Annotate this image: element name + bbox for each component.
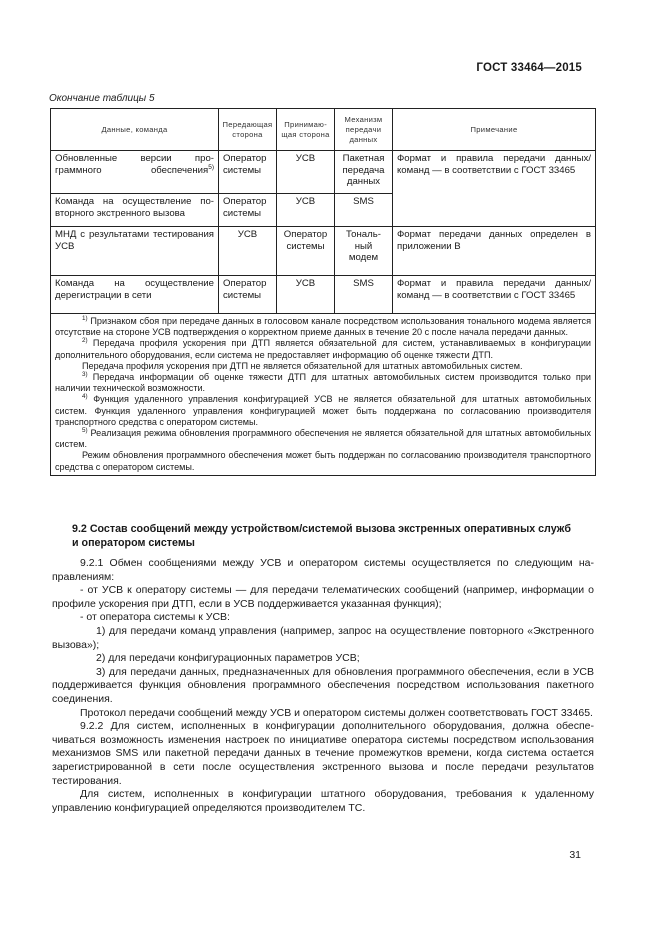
paragraph: 2) для передачи конфигурационных параметров УСВ; [96,652,360,665]
section-heading: 9.2 Состав сообщений между устройством/системой вызова экстренных оперативных служб и оператором системы [72,523,571,549]
paragraph: Протокол передачи сообщений между УСВ и оператором системы должен соответствовать ГОСТ 33465. [80,706,593,719]
footnote: $^{1)}$ Признаком сбоя при передаче данных в голосовом канале посредством использования тонального модема является отсутствие на стороне УСВ подтверждения о корректном приеме данных в течение 20 с после начала передачи данных. [55,314,591,338]
footnote: $^{3)}$ Передача информации об оценке тяжести ДТП для штатных автомобильных систем производится только при наличии технической возможности. [55,370,591,394]
paragraph: 3) для передачи данных, предназначенных для обновления программного обеспечения, если в УСВ поддерживается функция обновления программного обеспечения посредством использования пакетного соединения. [52,665,594,705]
table-caption: Окончание таблицы 5 [49,93,155,104]
cell-receiver: УСВ [277,276,335,314]
cell-receiver: Оператор системы [277,227,335,276]
cell-sender: Оператор системы [219,276,277,314]
cell-sender: Оператор системы [219,151,277,194]
paragraph: Для систем, исполненных в конфигурации штатного оборудования, требования к удаленному управлению конфигурацией определяются производителем ТС. [52,788,594,814]
cell-note-merged [393,151,596,227]
table-row [51,227,596,276]
footnote: $^{2)}$ Передача профиля ускорения при ДТП является обязательной для систем, устанавливаемых в конфигурации дополнительного оборудования, если система не предоставляет информацию об оценке тяжести ДТП. [55,337,591,360]
cell-data-command: Обновленные версии программного обеспечения$^{5)}$ [51,151,219,194]
note-text: Формат и правила передачи данных/команд — в соответствии с ГОСТ 33465 [397,153,591,176]
cell-receiver: УСВ [277,151,335,194]
section-body [52,557,594,815]
paragraph: - от оператора системы к УСВ: [80,611,230,624]
standard-code: ГОСТ 33464—2015 [476,62,582,74]
footnotes-row [51,314,596,476]
table-header-row [51,109,596,151]
paragraph: 9.2.2 Для систем, исполненных в конфигурации дополнительного оборудования, должна обеспечиваться возможность изменения настроек по инициативе оператора системы посредством использования механизмов SMS или пакетной передачи данных в течение промежутков времени, когда система остается зарегистрированной в сети после осуществления экстренного вызова и после передачи результатов тестирования. [52,720,594,787]
cell-sender: Оператор системы [219,194,277,227]
footnote: Режим обновления программного обеспечения может быть поддержан по согласованию производителя транспортного средства с оператором системы. [55,450,591,472]
table-footnotes [51,314,596,476]
footnote: $^{5)}$ Реализация режима обновления программного обеспечения не является обязательной для штатных автомобильных систем. [55,427,591,450]
cell-data-command: МНД с результатами тестирования УСВ [51,227,219,276]
table-row [51,276,596,314]
header-sender: Передающая сторона [219,109,277,151]
cell-mechanism: SMS [335,194,393,227]
table-row [51,151,596,194]
paragraph: 9.2.1 Обмен сообщениями между УСВ и оператором системы осуществляется по следующим направлениям: [52,557,594,583]
header-receiver: Принимающая сторона [277,109,335,151]
header-note: Примечание [393,109,596,151]
header-mechanism: Механизм передачи данных [335,109,393,151]
cell-note: Формат и правила передачи данных/команд — в соответствии с ГОСТ 33465 [393,276,596,314]
cell-note: Формат передачи данных определен в приложении В [393,227,596,276]
paragraph: 1) для передачи команд управления (например, запрос на осуществление повторного «Экстренного вызова»); [52,624,594,651]
footnote: Передача профиля ускорения при ДТП не является обязательной для штатных автомобильных систем. [82,360,523,371]
cell-data-command: Команда на осуществление дерегистрации в сети [51,276,219,314]
messages-table [50,108,596,476]
cell-mechanism: Пакетная передача данных [335,151,393,194]
cell-mechanism: SMS [335,276,393,314]
footnote: $^{4)}$ Функция удаленного управления конфигурацией УСВ не является обязательной для штатных автомобильных систем. Функция удаленного управления конфигурацией может быть поддержана по согласованию производителя транспортного средства с оператором системы. [55,393,591,427]
cell-receiver: УСВ [277,194,335,227]
page-number: 31 [569,849,581,861]
cell-mechanism: Тональный модем [335,227,393,276]
cell-data-command: Команда на осуществление повторного экстренного вызова [51,194,219,227]
paragraph: - от УСВ к оператору системы — для передачи телематических сообщений (например, информации о профиле ускорения при ДТП, если в УСВ поддерживается указанная функция); [52,584,594,610]
header-data-command: Данные, команда [51,109,219,151]
cell-sender: УСВ [219,227,277,276]
